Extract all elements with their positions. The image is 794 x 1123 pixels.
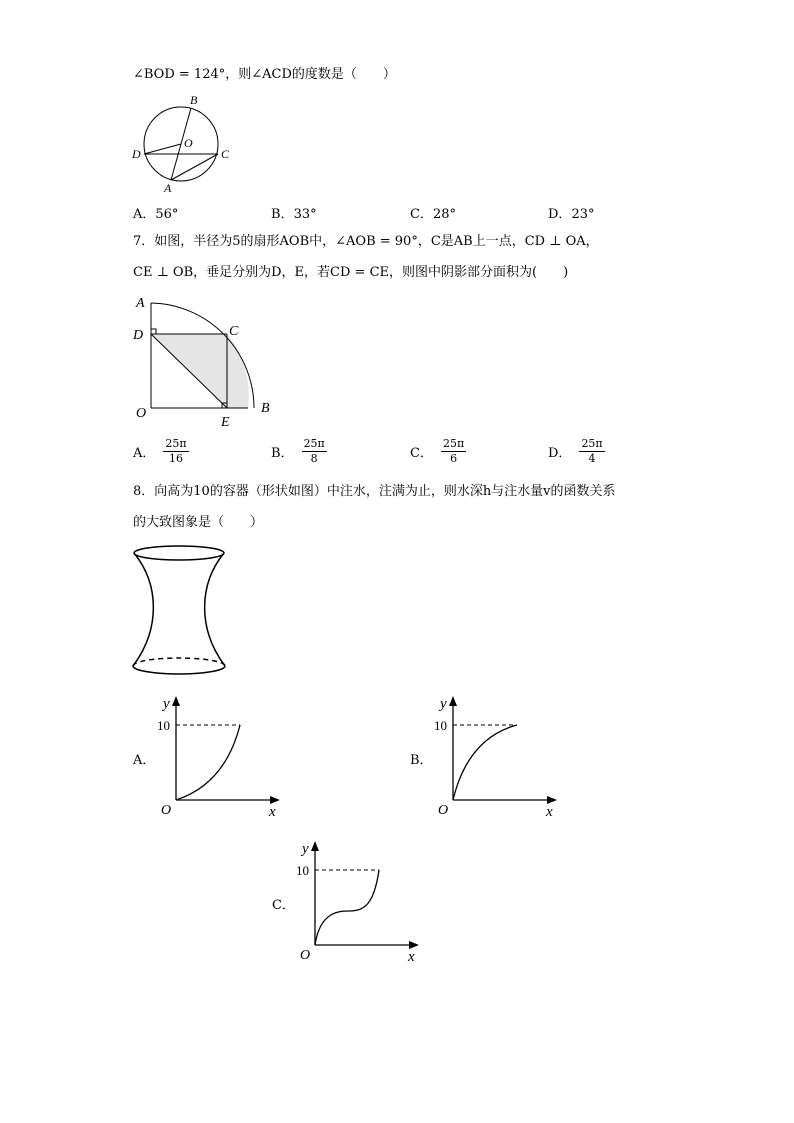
y-axis-arrow-icon	[311, 841, 319, 851]
chord-do	[144, 144, 181, 154]
label-o: O	[136, 406, 147, 421]
container-top-rim	[134, 546, 224, 560]
x-axis-label: x	[546, 804, 553, 820]
q6-stem: ∠BOD = 124°，则∠ACD的度数是（ ）	[133, 67, 396, 82]
q6-option-b[interactable]: B．33°	[271, 207, 317, 222]
q8-stem-line1: 8．向高为10的容器（形状如图）中注水，注满为止，则水深h与注水量v的函数关系	[133, 484, 616, 499]
container-left-side	[133, 553, 153, 666]
q8-graph-b[interactable]	[432, 694, 562, 820]
q7-option-c[interactable]: C． $\frac{25\pi}{6}$	[410, 437, 465, 465]
x-axis-arrow-icon	[409, 941, 419, 949]
label-o: O	[184, 136, 193, 150]
q8-option-c-label[interactable]: C．	[272, 898, 295, 913]
x-axis-arrow-icon	[270, 796, 280, 804]
origin-label: O	[438, 803, 449, 818]
q7-sector-figure	[130, 293, 280, 430]
curve	[453, 725, 517, 800]
tick-label-10: 10	[157, 718, 170, 733]
q8-graph-a[interactable]	[155, 694, 285, 820]
right-angle-mark-d	[151, 329, 156, 334]
q6-option-d[interactable]: D．23°	[548, 207, 595, 222]
q7-option-a[interactable]: A． $\frac{25\pi}{16}$	[133, 437, 187, 465]
q8-container-figure	[128, 540, 232, 680]
x-axis-label: x	[269, 804, 276, 820]
container-right-side	[205, 553, 225, 666]
label-c: C	[221, 147, 230, 161]
y-axis-arrow-icon	[172, 696, 180, 706]
y-axis-label: y	[440, 696, 447, 712]
q7-option-b[interactable]: B． $\frac{25\pi}{8}$	[271, 437, 325, 465]
q7-option-d[interactable]: D． $\frac{25\pi}{4}$	[548, 437, 603, 465]
q8-graph-c[interactable]	[294, 839, 424, 965]
y-axis-arrow-icon	[449, 696, 457, 706]
chord-ac	[171, 154, 218, 180]
q6-circle-figure	[128, 88, 238, 196]
curve	[315, 870, 379, 945]
label-a: A	[136, 296, 145, 311]
label-a: A	[164, 181, 172, 195]
origin-label: O	[161, 803, 172, 818]
x-axis-label: x	[408, 949, 415, 965]
tick-label-10: 10	[296, 863, 309, 878]
q6-option-c[interactable]: C．28°	[410, 207, 456, 222]
origin-label: O	[300, 948, 311, 963]
q8-option-b-label[interactable]: B．	[410, 753, 433, 768]
label-b: B	[261, 401, 270, 416]
label-d: D	[133, 328, 144, 343]
q7-stem-line2: CE ⊥ OB，垂足分别为D，E，若CD = CE，则图中阴影部分面积为( )	[133, 265, 569, 280]
y-axis-label: y	[163, 696, 170, 712]
q6-option-a[interactable]: A．56°	[133, 207, 179, 222]
container-bottom-back	[133, 658, 225, 666]
q8-stem-line2: 的大致图象是（ ）	[133, 515, 264, 530]
q8-option-a-label[interactable]: A．	[133, 753, 156, 768]
container-bottom-front	[133, 666, 225, 674]
label-b: B	[190, 93, 198, 107]
chord-da	[144, 154, 171, 180]
curve	[176, 725, 240, 800]
x-axis-arrow-icon	[547, 796, 557, 804]
label-d: D	[132, 147, 141, 161]
label-c: C	[229, 324, 239, 339]
label-e: E	[221, 415, 230, 430]
tick-label-10: 10	[434, 718, 447, 733]
q7-stem-line1: 7．如图，半径为5的扇形AOB中，∠AOB = 90°，C是AB上一点，CD ⊥ OA，	[133, 234, 599, 249]
y-axis-label: y	[302, 841, 309, 857]
